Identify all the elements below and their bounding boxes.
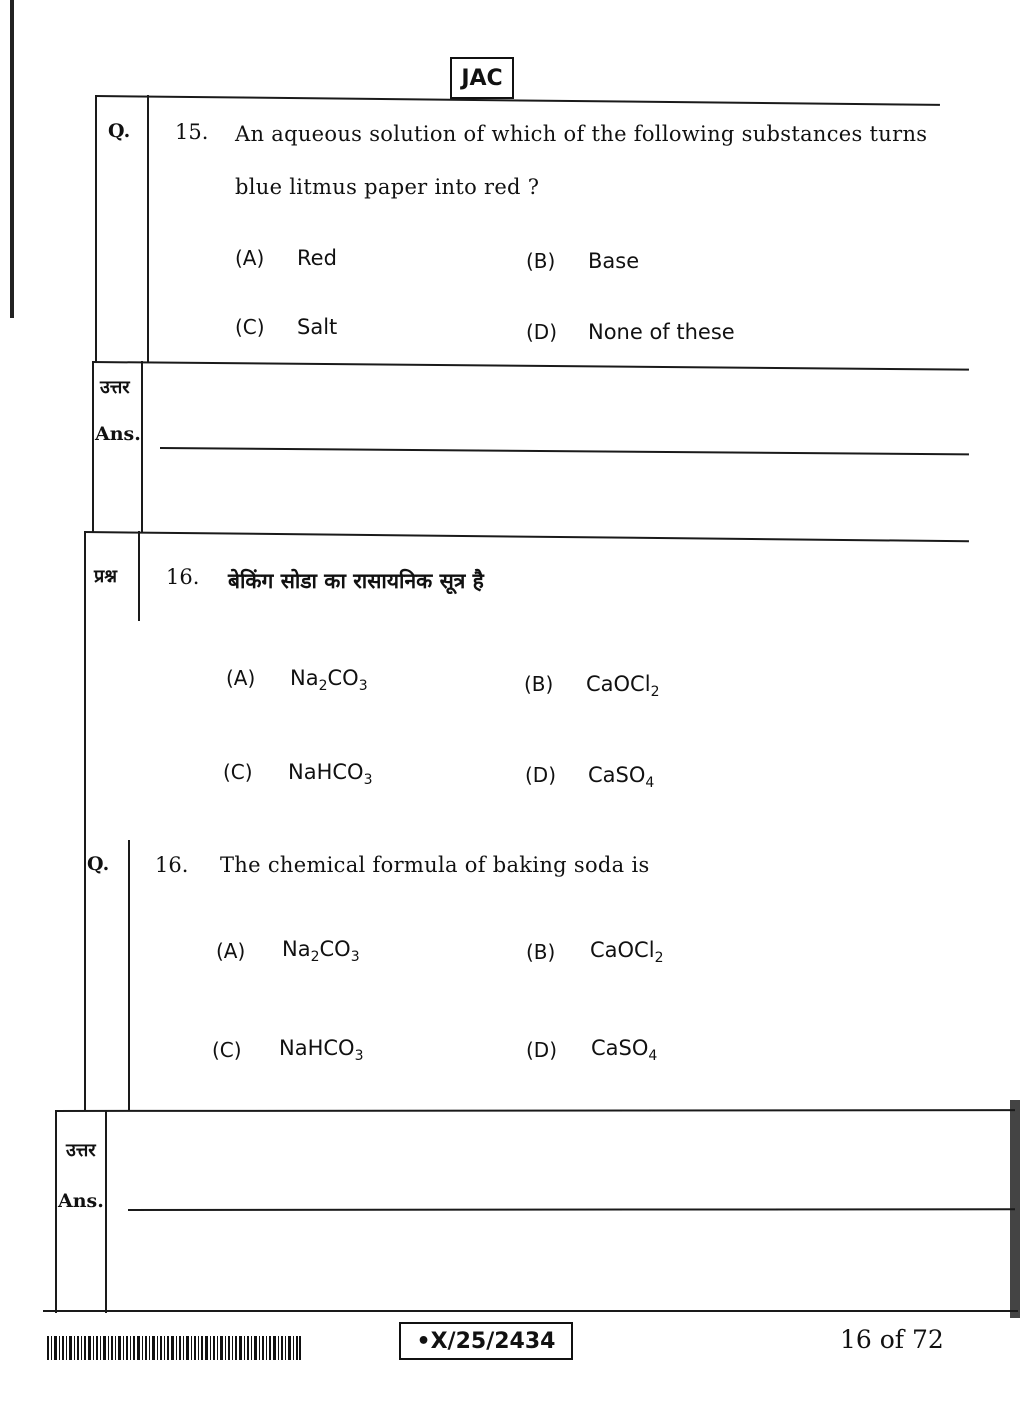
q16-english-number: 16. <box>155 853 189 877</box>
answer-area-1[interactable] <box>160 380 965 440</box>
row-divider-1 <box>92 361 969 371</box>
q15-option-d-tag: (D) <box>526 320 558 344</box>
answer-line-1 <box>160 447 969 455</box>
q15-option-b-tag: (B) <box>526 249 556 273</box>
q16-hindi-option-b-tag: (B) <box>524 672 554 696</box>
table-bottom-border <box>43 1310 1018 1312</box>
q16-english-option-d-formula: CaSO$_4$ <box>591 1036 658 1065</box>
row-divider-3 <box>55 1109 1015 1112</box>
label-col-divider-3b <box>128 840 130 1111</box>
q16-english-option-b-tag: (B) <box>526 940 556 964</box>
q16-hindi-option-a-formula: $Na_2CO_3$ <box>290 666 368 695</box>
q16-english-option-b-formula: CaOCl$_2$ <box>590 938 664 967</box>
answer-area-2[interactable] <box>128 1130 1008 1205</box>
label-col-divider-4 <box>105 1110 107 1313</box>
label-col-divider-3a <box>138 531 140 621</box>
q16-hindi-option-d-tag: (D) <box>525 763 557 787</box>
q16-english-option-d-tag: (D) <box>526 1038 558 1062</box>
row-divider-2 <box>84 531 969 542</box>
board-label: JAC <box>450 57 514 99</box>
q15-label: Q. <box>108 120 131 142</box>
q16-english-text: The chemical formula of baking soda is <box>220 853 650 877</box>
q16-hindi-number: 16. <box>166 565 200 589</box>
q15-text-line1: An aqueous solution of which of the following substances turns <box>235 122 928 146</box>
q15-option-d-text: None of these <box>588 320 735 344</box>
q16-english-option-c-formula: NaHCO$_3$ <box>279 1036 364 1065</box>
q15-option-a-text: Red <box>297 246 337 270</box>
q15-option-c-text: Salt <box>297 315 338 339</box>
label-col-divider-1 <box>147 95 149 363</box>
outer-left-border-3 <box>84 531 86 1111</box>
q16-hindi-option-a-tag: (A) <box>226 666 256 690</box>
answer-line-2 <box>128 1208 1015 1211</box>
label-col-divider-2 <box>141 361 143 533</box>
q16-english-option-a-formula: $Na_2CO_3$ <box>282 937 360 966</box>
answer-label-english-1: Ans. <box>95 423 141 445</box>
q16-hindi-option-d-formula: CaSO$_4$ <box>588 763 655 792</box>
q16-hindi-option-c-tag: (C) <box>223 760 253 784</box>
q16-english-option-a-tag: (A) <box>216 939 246 963</box>
q16-hindi-option-b-formula: CaOCl$_2$ <box>586 672 660 701</box>
q16-hindi-text: बेकिंग सोडा का रासायनिक सूत्र है <box>228 569 484 593</box>
answer-label-hindi-1: उत्तर <box>100 377 130 398</box>
q15-option-b-text: Base <box>588 249 640 273</box>
q15-text-line2: blue litmus paper into red ? <box>235 175 540 199</box>
scan-edge-left <box>10 0 14 318</box>
page-number: 16 of 72 <box>840 1325 944 1354</box>
q16-hindi-label: प्रश्न <box>94 566 117 587</box>
barcode <box>47 1336 301 1360</box>
q16-hindi-option-c-formula: NaHCO$_3$ <box>288 760 373 789</box>
outer-left-border-4 <box>55 1110 57 1313</box>
q15-number: 15. <box>175 120 209 144</box>
answer-label-hindi-2: उत्तर <box>66 1140 96 1161</box>
paper-code: •X/25/2434 <box>399 1322 573 1360</box>
answer-label-english-2: Ans. <box>58 1190 104 1212</box>
q15-option-a-tag: (A) <box>235 246 265 270</box>
outer-left-border-2 <box>92 361 94 533</box>
q15-option-c-tag: (C) <box>235 315 265 339</box>
q16-english-option-c-tag: (C) <box>212 1038 242 1062</box>
table-top-border <box>95 95 940 106</box>
q16-english-label: Q. <box>87 853 110 875</box>
outer-left-border-1 <box>95 95 97 363</box>
